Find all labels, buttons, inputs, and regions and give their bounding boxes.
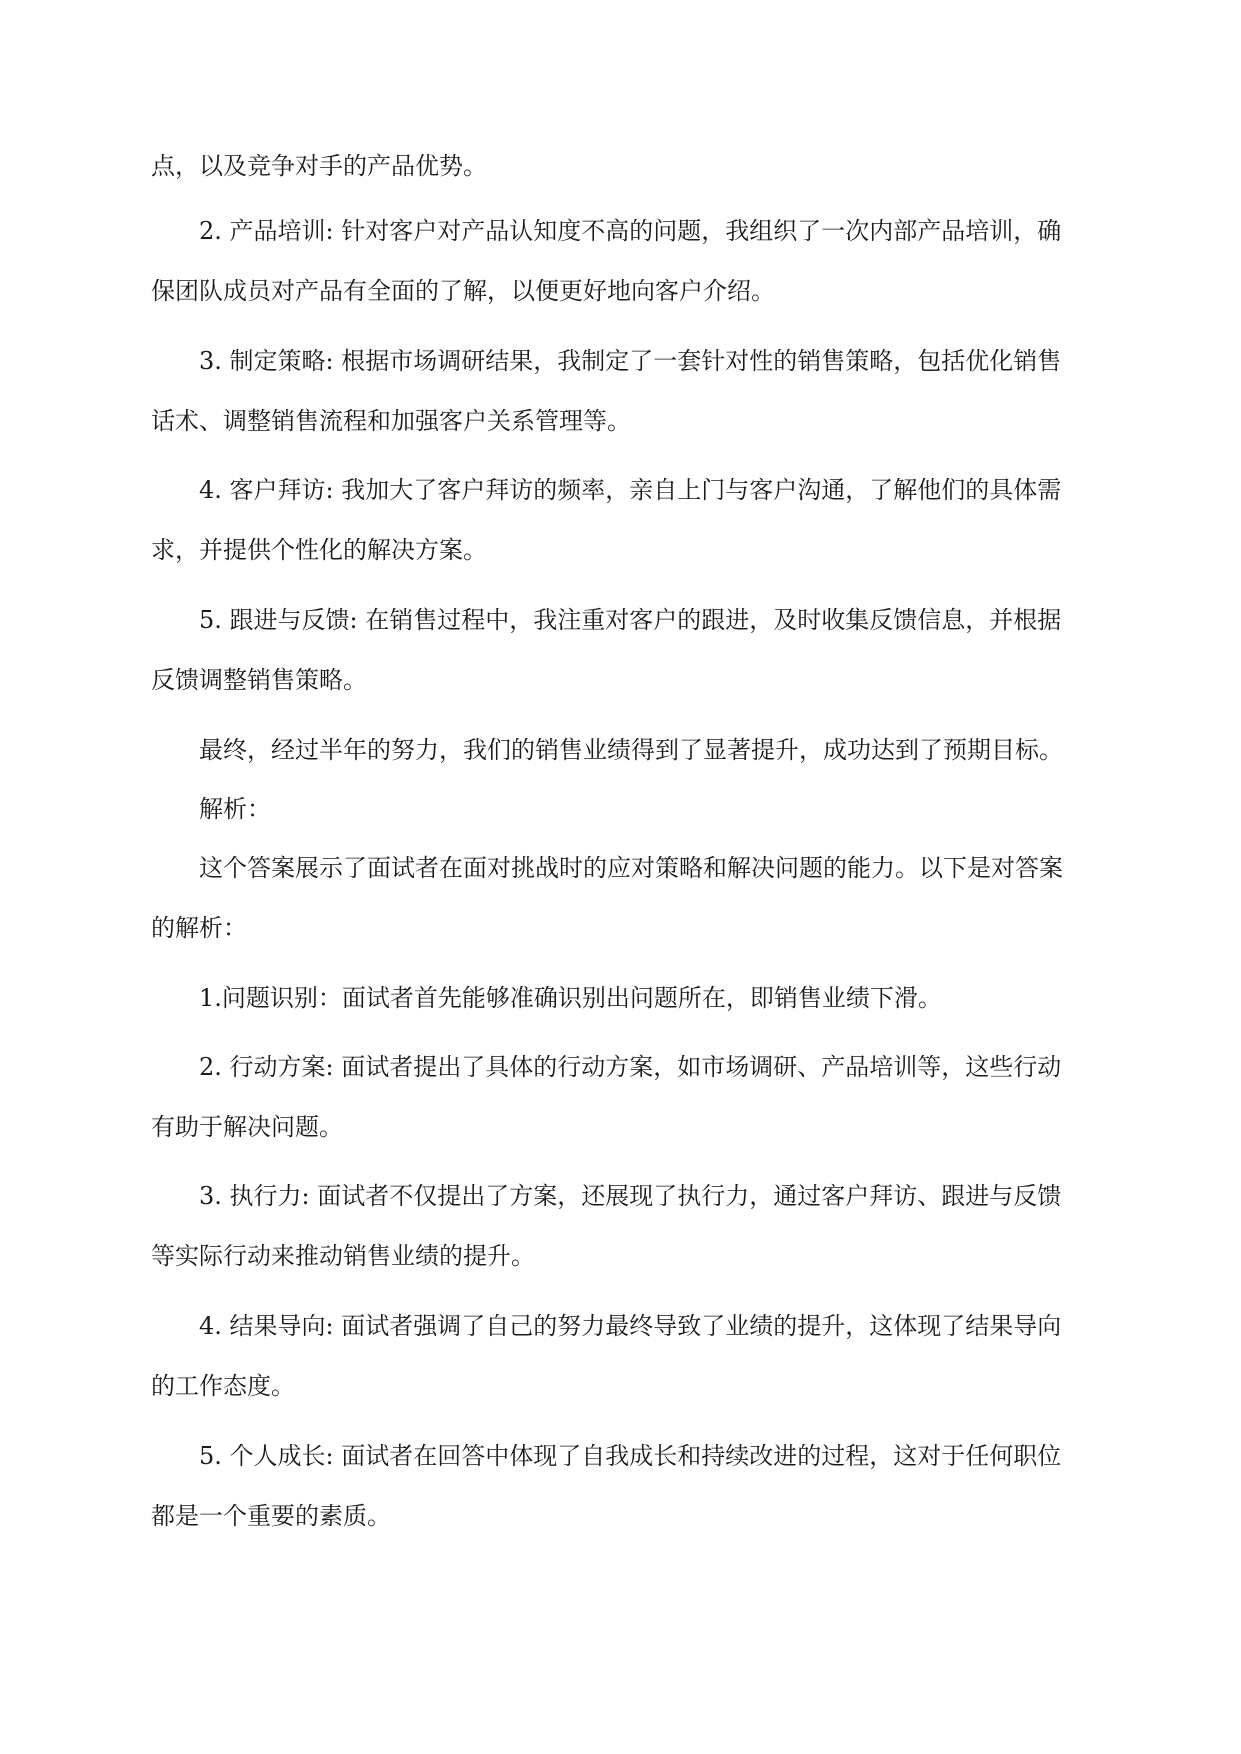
paragraph-line: 5. 跟进与反馈: 在销售过程中，我注重对客户的跟进，及时收集反馈信息，并根据 <box>199 606 1062 634</box>
paragraph-line: 反馈调整销售策略。 <box>151 666 367 694</box>
paragraph-line: 3. 执行力: 面试者不仅提出了方案，还展现了执行力，通过客户拜访、跟进与反馈 <box>199 1182 1062 1210</box>
paragraph-line: 等实际行动来推动销售业绩的提升。 <box>151 1242 535 1270</box>
paragraph-line: 4. 结果导向: 面试者强调了自己的努力最终导致了业绩的提升，这体现了结果导向 <box>199 1312 1062 1340</box>
paragraph-line: 话术、调整销售流程和加强客户关系管理等。 <box>151 407 631 435</box>
paragraph-line: 的工作态度。 <box>151 1372 295 1400</box>
paragraph-line: 求，并提供个性化的解决方案。 <box>151 536 487 564</box>
paragraph-line: 有助于解决问题。 <box>151 1113 343 1141</box>
paragraph-line: 5. 个人成长: 面试者在回答中体现了自我成长和持续改进的过程，这对于任何职位 <box>199 1442 1062 1470</box>
paragraph-line: 最终，经过半年的努力，我们的销售业绩得到了显著提升，成功达到了预期目标。 <box>199 736 1063 764</box>
paragraph-line: 2. 行动方案: 面试者提出了具体的行动方案，如市场调研、产品培训等，这些行动 <box>199 1053 1062 1081</box>
paragraph-line: 都是一个重要的素质。 <box>151 1502 391 1530</box>
paragraph-line: 3. 制定策略: 根据市场调研结果，我制定了一套针对性的销售策略，包括优化销售 <box>199 347 1062 375</box>
paragraph-line: 的解析： <box>151 914 247 942</box>
paragraph-line: 这个答案展示了面试者在面对挑战时的应对策略和解决问题的能力。以下是对答案 <box>199 854 1063 882</box>
paragraph-line: 保团队成员对产品有全面的了解，以便更好地向客户介绍。 <box>151 277 775 305</box>
paragraph-line: 点，以及竞争对手的产品优势。 <box>151 152 487 180</box>
section-heading: 解析： <box>199 795 271 823</box>
paragraph-line: 4. 客户拜访: 我加大了客户拜访的频率，亲自上门与客户沟通，了解他们的具体需 <box>199 476 1062 504</box>
paragraph-line: 2. 产品培训: 针对客户对产品认知度不高的问题，我组织了一次内部产品培训，确 <box>199 217 1062 245</box>
paragraph-line: 1.问题识别：面试者首先能够准确识别出问题所在，即销售业绩下滑。 <box>199 984 942 1012</box>
